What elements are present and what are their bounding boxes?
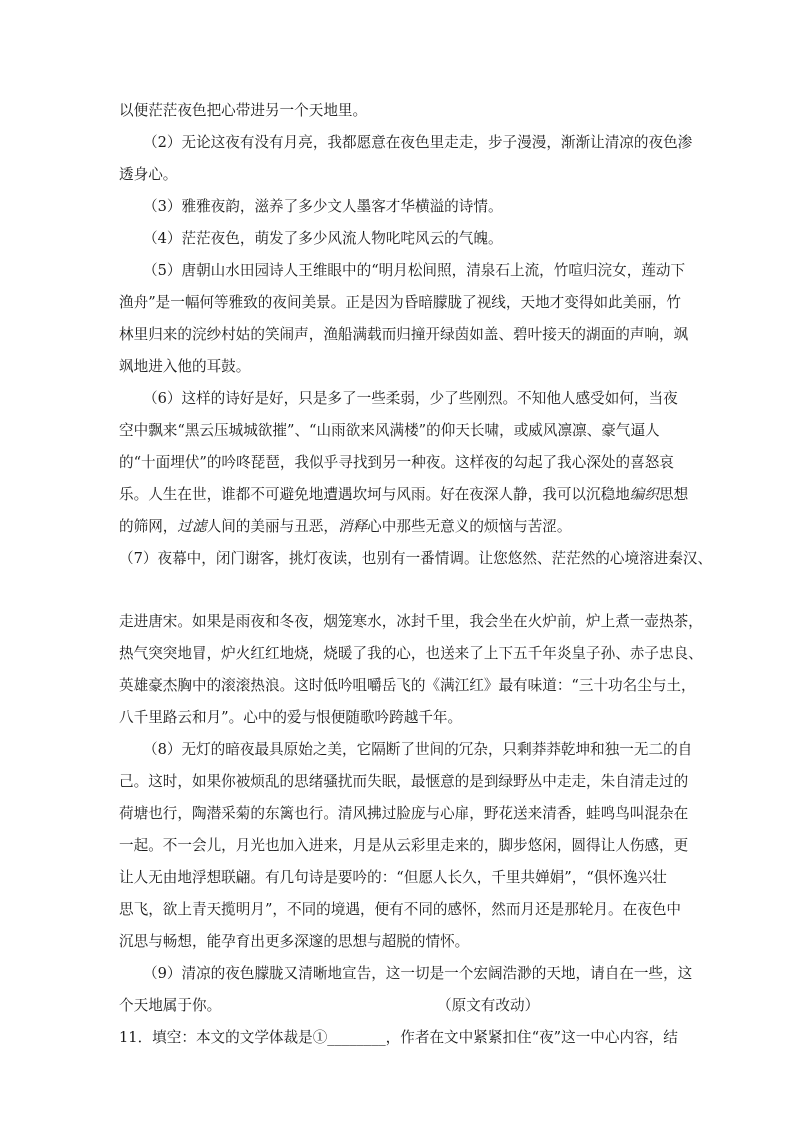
text-line	[143, 133, 692, 153]
text-segment: 渔舟”是一幅何等雅致的夜间美景。正是因为昏暗朦胧了视线，天地才变得如此美丽，竹	[119, 294, 682, 311]
text-line	[119, 549, 712, 569]
text-line	[143, 964, 692, 984]
text-line	[119, 612, 703, 632]
text-segment: 走进唐宋。如果是雨夜和冬夜，烟笼寒水，冰封千里，我会坐在火炉前，炉上煮一壶热茶，	[119, 613, 703, 630]
text-segment: 林里归来的浣纱村姑的笑闹声，渔船满载而归撞开绿茵如盖、碧叶接天的湖面的声响，飒	[119, 326, 689, 343]
text-segment: 英雄豪杰胸中的滚滚热浪。这时低吟咀嚼岳飞的《满江红》最有味道：“三十功名尘与土，	[119, 677, 696, 694]
text-segment: 以便茫茫夜色把心带进另一个天地里。	[119, 102, 368, 119]
text-segment: 热气突突地冒，炉火红红地烧，烧暖了我的心，也送来了上下五千年炎皇子孙、赤子忠良、	[119, 645, 703, 662]
text-line	[119, 932, 469, 952]
text-segment: （2）无论这夜有没有月亮，我都愿意在夜色里走走，步子漫漫，渐渐让清凉的夜色渗	[143, 134, 693, 151]
text-segment: 乐。人生在世，谁都不可避免地遭遇坎坷与风雨。好在夜深人静，我可以沉稳地	[119, 486, 630, 503]
text-line	[119, 996, 221, 1016]
text-segment: 思想	[659, 486, 689, 503]
text-segment: 一起。不一会儿，月光也加入进来，月是从云彩里走来的，脚步悠闲，圆得让人伤感，更	[119, 837, 689, 854]
text-segment: 飒地进入他的耳鼓。	[119, 358, 251, 375]
text-line	[119, 325, 688, 345]
text-segment: 透身心。	[119, 166, 178, 183]
text-line	[143, 197, 503, 217]
text-line	[119, 293, 681, 313]
text-line	[143, 261, 685, 281]
text-segment: 个天地属于你。	[119, 997, 222, 1014]
text-line	[119, 485, 688, 505]
text-line	[119, 676, 696, 696]
text-segment: （3）雅雅夜韵，滋养了多少文人墨客才华横溢的诗情。	[143, 198, 503, 215]
text-line	[119, 900, 681, 920]
text-segment: （5）唐朝山水田园诗人王维眼中的“明月松间照，清泉石上流，竹喧归浣女，莲动下	[143, 262, 686, 279]
text-segment: 人间的美丽与丑恶，	[206, 518, 338, 535]
text-line	[119, 868, 667, 888]
text-segment: 八千里路云和月”。心中的爱与恨便随歌吟跨越千年。	[119, 709, 463, 726]
text-line	[143, 740, 692, 760]
text-segment: 心中那些无意义的烦恼与苦涩。	[367, 518, 572, 535]
text-line	[119, 421, 660, 441]
text-segment: 11．填空：本文的文学体裁是①________，作者在文中紧紧扣住“夜”这一中心内容，结	[119, 1029, 678, 1046]
text-segment: 的“十面埋伏”的吟咚琵琶，我似乎寻找到另一种夜。这样夜的勾起了我心深处的喜怒哀	[119, 454, 674, 471]
text-line	[119, 644, 703, 664]
text-line	[119, 772, 688, 792]
text-line	[119, 517, 571, 537]
text-segment: 思飞，欲上青天揽明月”，不同的境遇，便有不同的感怀，然而月还是那轮月。在夜色中	[119, 901, 682, 918]
emphasized-text: 编织	[629, 486, 659, 503]
text-line	[143, 229, 503, 249]
text-line	[119, 357, 250, 377]
text-line	[119, 836, 688, 856]
text-segment: 空中飘来“黑云压城城欲摧”、“山雨欲来风满楼”的仰天长啸，或威风凛凛、豪气逼人	[119, 422, 660, 439]
emphasized-text: 过滤	[177, 518, 207, 535]
text-segment: 己。这时，如果你被烦乱的思绪骚扰而失眠，最惬意的是到绿野丛中走走，朱自清走过的	[119, 773, 689, 790]
text-segment: （4）茫茫夜色，萌发了多少风流人物叱咤风云的气魄。	[143, 230, 503, 247]
text-segment: 让人无由地浮想联翩。有几句诗是要吟的：“但愿人长久，千里共婵娟”，“俱怀逸兴壮	[119, 869, 667, 886]
text-segment: 荷塘也行，陶潜采菊的东篱也行。清风拂过脸庞与心扉，野花送来清香，蛙鸣鸟叫混杂在	[119, 805, 689, 822]
text-line	[119, 165, 177, 185]
text-line	[119, 1028, 678, 1048]
text-segment: （原文有改动）	[437, 997, 540, 1014]
text-segment: （7）夜幕中，闭门谢客，挑灯夜读，也别有一番情调。让您悠然、茫茫然的心境溶进秦汉、	[119, 550, 713, 567]
text-segment: 的筛网，	[119, 518, 178, 535]
text-segment: （9）清凉的夜色朦胧又清晰地宣告，这一切是一个宏阔浩渺的天地，请自在一些，这	[143, 965, 693, 982]
text-line	[119, 804, 688, 824]
emphasized-text: 消释	[337, 518, 368, 535]
text-segment: 沉思与畅想，能孕育出更多深邃的思想与超脱的情怀。	[119, 933, 470, 950]
text-line	[143, 389, 678, 409]
text-segment: （6）这样的诗好是好，只是多了一些柔弱，少了些刚烈。不知他人感受如何，当夜	[143, 390, 678, 407]
text-segment: （8）无灯的暗夜最具原始之美，它隔断了世间的冗杂，只剩莽莽乾坤和独一无二的自	[143, 741, 693, 758]
text-line	[437, 996, 539, 1016]
text-line	[119, 453, 674, 473]
text-line	[119, 708, 462, 728]
text-line	[119, 101, 367, 121]
